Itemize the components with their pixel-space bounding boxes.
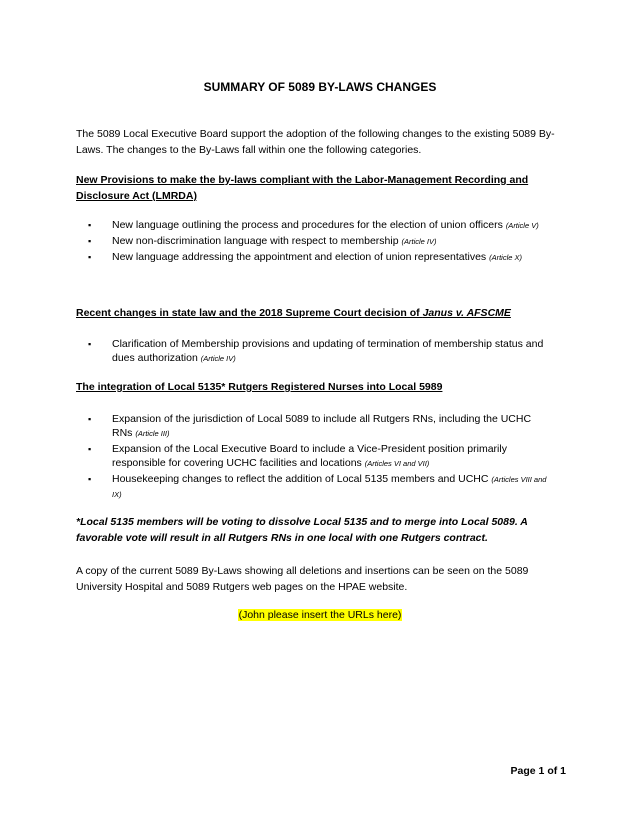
bullet-icon: ▪ <box>88 444 92 454</box>
bullet-icon: ▪ <box>88 220 92 230</box>
article-ref: (Article X) <box>489 253 523 262</box>
bullet-icon: ▪ <box>88 252 92 262</box>
list-item-text: Clarification of Membership provisions and updating of termination of membership status and dues authorization <box>112 338 544 364</box>
article-ref: (Article III) <box>135 429 170 438</box>
section-list-lmrda <box>88 218 548 266</box>
list-item-text: Housekeeping changes to reflect the addition of Local 5135 members and UCHC <box>112 473 489 485</box>
article-ref: (Article IV) <box>401 237 437 246</box>
list-item-text: Expansion of the Local Executive Board to include a Vice-President position primarily responsible for covering UCHC facilities and locations <box>112 443 507 469</box>
list-item <box>88 234 548 249</box>
list-item <box>88 442 548 471</box>
bullet-icon: ▪ <box>88 339 92 349</box>
section-heading-integration: The integration of Local 5135* Rutgers Registered Nurses into Local 5989 <box>76 381 443 393</box>
list-item <box>88 337 548 366</box>
section-list-integration <box>88 412 548 503</box>
copy-paragraph: A copy of the current 5089 By-Laws showing all deletions and insertions can be seen on the 5089 University Hospital and 5089 Rutgers web pages on the HPAE website. <box>76 565 529 593</box>
section-heading-prefix: Recent changes in state law and the 2018 Supreme Court decision of <box>76 307 423 319</box>
section-heading-lmrda: New Provisions to make the by-laws compliant with the Labor-Management Recording and Disclosure Act (LMRDA) <box>76 174 529 202</box>
bullet-icon: ▪ <box>88 414 92 424</box>
list-item-text: New language addressing the appointment and election of union representatives <box>112 251 487 263</box>
article-ref: (Articles VIII and IX) <box>112 475 547 499</box>
list-item <box>88 472 548 502</box>
section-heading-janus <box>76 305 566 321</box>
intro-paragraph: The 5089 Local Executive Board support the adoption of the following changes to the existing 5089 By-Laws. The changes to the By-Laws fall within one the following categories. <box>76 128 555 156</box>
list-item <box>88 412 548 441</box>
list-item <box>88 218 548 233</box>
page-title: SUMMARY OF 5089 BY-LAWS CHANGES <box>203 80 437 94</box>
list-item-text: Expansion of the jurisdiction of Local 5089 to include all Rutgers RNs, including the UCHC RNs <box>112 413 532 439</box>
section-list-janus <box>88 337 548 367</box>
bullet-icon: ▪ <box>88 474 92 484</box>
list-item-text: New non-discrimination language with respect to membership <box>112 235 399 247</box>
article-ref: (Articles VI and VII) <box>364 459 430 468</box>
insert-request-line <box>0 607 640 623</box>
footnote: *Local 5135 members will be voting to dissolve Local 5135 and to merge into Local 5089. A favorable vote will result in all Rutgers RNs in one local with one Rutgers contract. <box>76 516 528 544</box>
page-number: Page 1 of 1 <box>510 765 566 777</box>
list-item <box>88 250 548 265</box>
list-item-text: New language outlining the process and procedures for the election of union officers <box>112 219 503 231</box>
article-ref: (Article IV) <box>200 354 236 363</box>
article-ref: (Article V) <box>505 221 539 230</box>
highlighted-insert-request: (John please insert the URLs here) <box>238 609 402 621</box>
bullet-icon: ▪ <box>88 236 92 246</box>
case-name: Janus v. AFSCME <box>422 307 511 319</box>
